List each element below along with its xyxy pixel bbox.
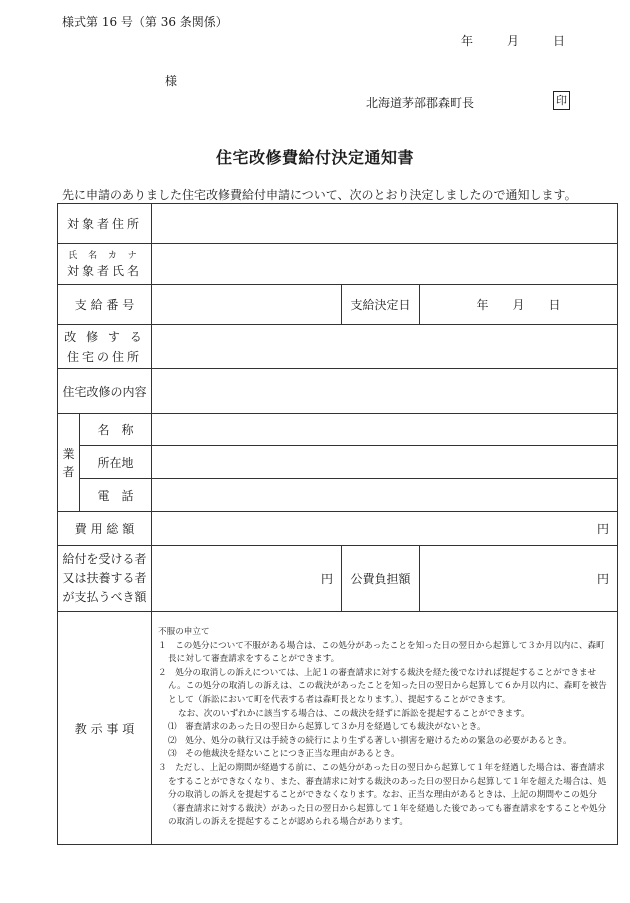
contractor-location-value[interactable] <box>152 446 618 479</box>
row-contractor-phone <box>58 479 618 512</box>
decision-date-label: 支給決定日 <box>342 285 420 325</box>
form-number: 様式第 16 号（第 36 条関係） <box>62 15 228 29</box>
public-burden-value[interactable] <box>420 546 618 612</box>
notes-item-3: ３ ただし、上記の期間が経過する前に、この処分があった日の翌日から起算して１年を経過した場合は、審査請求をすることができなくなり、また、審査請求に対する裁決のあった日の翌日から起算して１年を超えた場合は、処分の取消しの訴えを提起することができなくなります。なお、正当な理由があるときは、上記の期間やこの処分（審査請求に対する裁決）があった日の翌日から起算して１年を経過した後であっても審査請求をすることや処分の取消しの訴えを提起することが認められる場合があります。 <box>158 762 607 828</box>
notes-sub-2: ⑵ 処分、処分の執行又は手続きの続行により生ずる著しい損害を避けるための緊急の必要があるとき。 <box>168 735 572 746</box>
notes-sub-1: ⑴ 審査請求のあった日の翌日から起算して３か月を経過しても裁決がないとき。 <box>168 722 486 733</box>
intro-text: 先に申請のありました住宅改修費給付申請について、次のとおり決定しましたので通知します。 <box>62 188 577 202</box>
total-cost-yen: 円 <box>597 522 610 536</box>
public-burden-label: 公費負担額 <box>342 546 420 612</box>
decision-year: 年 <box>476 298 489 312</box>
content-value[interactable] <box>152 369 618 414</box>
date-day: 日 <box>553 34 566 48</box>
contractor-location-label: 所在地 <box>80 446 152 479</box>
notes-heading: 不服の申立て <box>158 627 210 637</box>
row-renovation-content <box>58 369 618 414</box>
row-contractor-location <box>58 446 618 479</box>
name-kana-label: 氏 名 カ ナ <box>68 250 141 261</box>
row-name <box>58 244 618 285</box>
row-payment-number <box>58 285 618 325</box>
payer-amount-value[interactable] <box>152 546 342 612</box>
name-value[interactable] <box>152 244 618 285</box>
name-label-cell <box>58 244 152 285</box>
notes-sub-3: ⑶ その他裁決を経ないことにつき正当な理由があるとき。 <box>168 749 400 760</box>
total-cost-label: 費 用 総 額 <box>58 512 152 546</box>
contractor-label: 業 者 <box>58 414 80 512</box>
row-instructions <box>58 612 618 845</box>
instruction-notes <box>152 612 618 845</box>
decision-month: 月 <box>512 298 525 312</box>
decision-date-value[interactable] <box>420 285 618 325</box>
instruction-label: 教 示 事 項 <box>58 612 152 845</box>
row-contractor-name <box>58 414 618 446</box>
address-value[interactable] <box>152 204 618 244</box>
addressee-suffix: 様 <box>165 74 178 88</box>
notes-item-2: ２ 処分の取消しの訴えについては、上記１の審査請求に対する裁決を経た後でなければ提起することができません。この処分の取消しの訴えは、この裁決があったことを知った日の翌日から起算して６か月以内に、森町を被告として（訴訟において町を代表する者は森町長となります。）、提起することができます。 <box>158 667 607 705</box>
seal-mark: 印 <box>553 91 570 110</box>
row-payer-amount <box>58 546 618 612</box>
payer-line2: 又は扶養する者 <box>62 571 147 585</box>
house-address-value[interactable] <box>152 325 618 369</box>
issue-date <box>461 32 565 49</box>
page-title: 住宅改修費給付決定通知書 <box>215 148 414 167</box>
name-label: 対象者氏名 <box>67 263 143 278</box>
row-address <box>58 204 618 244</box>
issuer-name: 北海道茅部郡森町長 <box>366 96 475 110</box>
contractor-phone-label: 電 話 <box>80 479 152 512</box>
house-address-line1: 改 修 す る <box>64 329 145 344</box>
decision-day: 日 <box>548 298 561 312</box>
payer-line3: が支払うべき額 <box>62 590 147 604</box>
date-month: 月 <box>507 34 520 48</box>
notes-item-2-cont: なお、次のいずれかに該当する場合は、この裁決を経ずに訴訟を提起することができます。 <box>178 708 530 719</box>
total-cost-value[interactable] <box>152 512 618 546</box>
contractor-name-label: 名 称 <box>80 414 152 446</box>
payment-number-label: 支 給 番 号 <box>58 285 152 325</box>
notes-item-1: １ この処分について不服がある場合は、この処分があったことを知った日の翌日から起算して３か月以内に、森町長に対して審査請求をすることができます。 <box>158 640 605 665</box>
row-total-cost <box>58 512 618 546</box>
notice-form-table <box>57 203 618 845</box>
payer-line1: 給付を受ける者 <box>62 552 147 566</box>
row-house-address <box>58 325 618 369</box>
contractor-phone-value[interactable] <box>152 479 618 512</box>
payer-amount-label <box>58 546 152 612</box>
payer-amount-yen: 円 <box>321 572 334 586</box>
house-address-line2: 住宅の住所 <box>67 349 143 364</box>
contractor-name-value[interactable] <box>152 414 618 446</box>
house-address-label <box>58 325 152 369</box>
address-label: 対象者住所 <box>58 204 152 244</box>
payment-number-value[interactable] <box>152 285 342 325</box>
content-label: 住宅改修の内容 <box>58 369 152 414</box>
date-year: 年 <box>461 34 474 48</box>
public-burden-yen: 円 <box>597 572 610 586</box>
